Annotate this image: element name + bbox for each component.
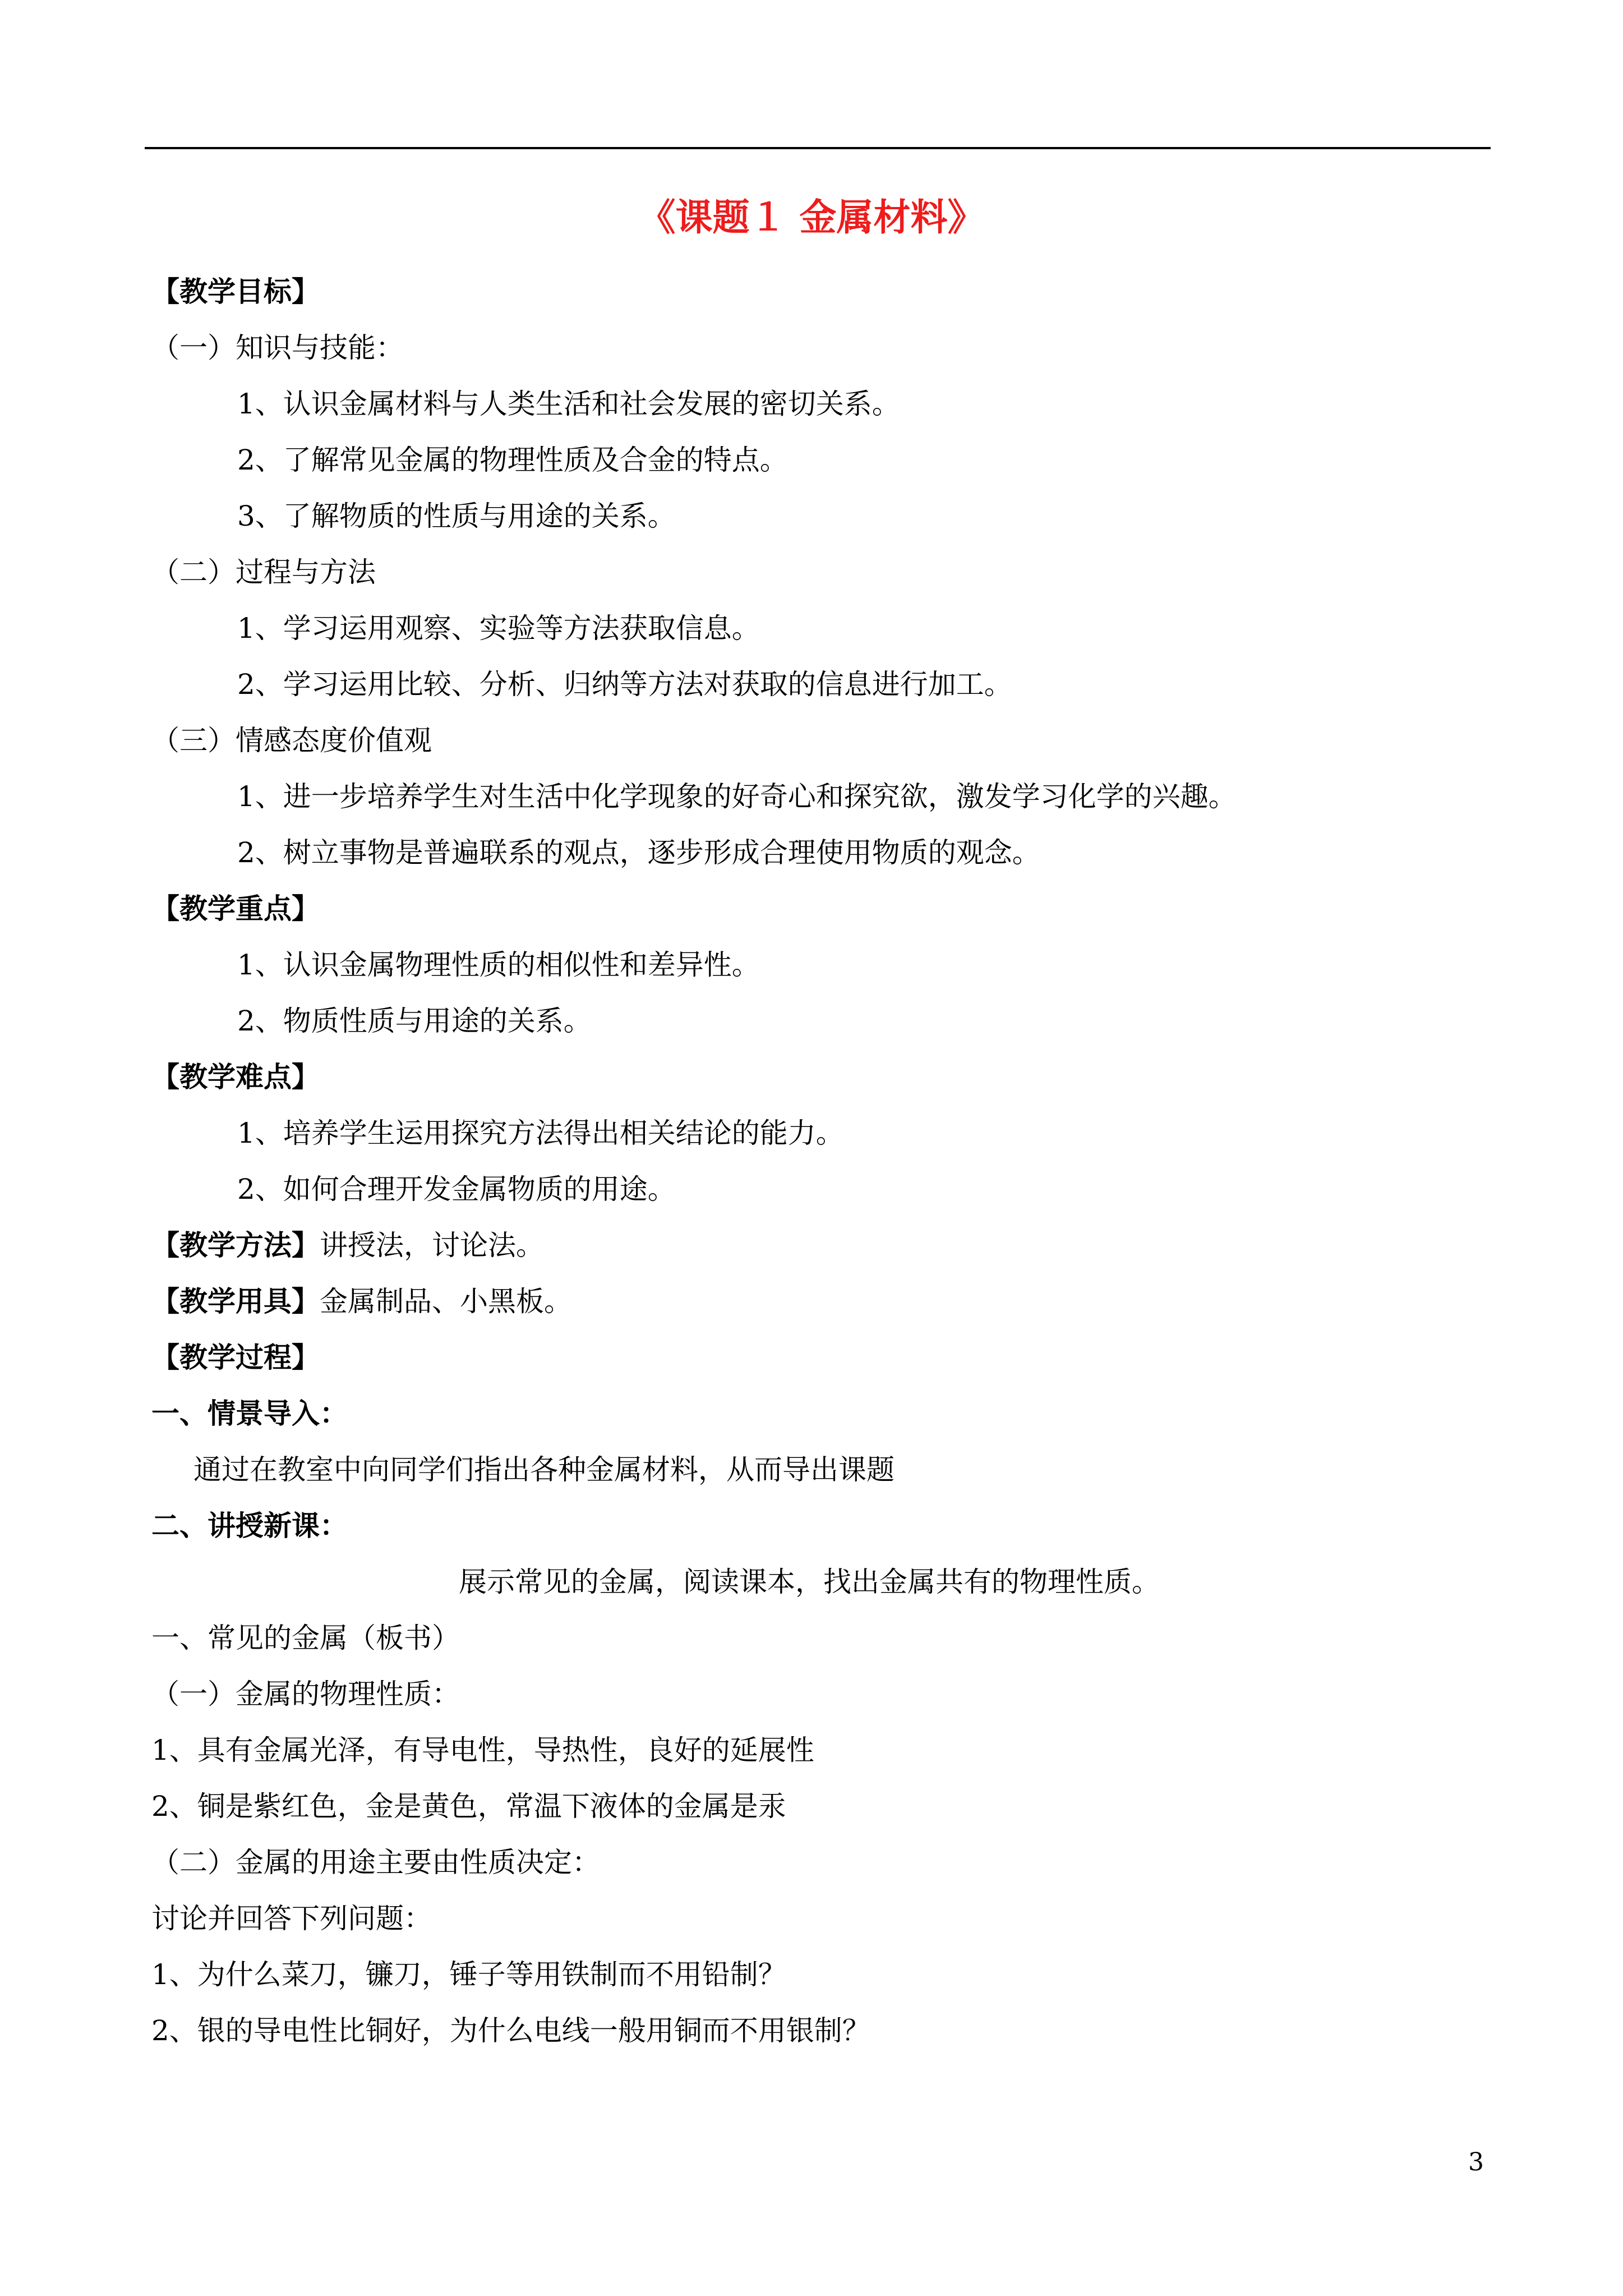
difficult-point-item: 1、培养学生运用探究方法得出相关结论的能力。 <box>237 1117 844 1149</box>
tools-line <box>151 1282 572 1321</box>
tools-label: 【教学用具】 <box>151 1285 320 1318</box>
discussion-question: 2、银的导电性比铜好，为什么电线一般用铜而不用银制？ <box>151 2014 870 2047</box>
attitude-item: 1、进一步培养学生对生活中化学现象的好奇心和探究欲，激发学习化学的兴趣。 <box>237 780 1237 813</box>
page-number: 3 <box>1468 2148 1484 2177</box>
process-item: 2、学习运用比较、分析、归纳等方法对获取的信息进行加工。 <box>237 668 1012 701</box>
lecture-heading: 二、讲授新课： <box>151 1510 348 1542</box>
difficult-points-heading: 【教学难点】 <box>151 1061 320 1093</box>
lecture-lead: 展示常见的金属，阅读课本，找出金属共有的物理性质。 <box>459 1566 1160 1598</box>
knowledge-item: 2、了解常见金属的物理性质及合金的特点。 <box>237 444 788 476</box>
intro-heading: 一、情景导入： <box>151 1397 348 1430</box>
uses-heading: （二）金属的用途主要由性质决定： <box>151 1846 600 1879</box>
methods-value: 讲授法，讨论法。 <box>320 1229 544 1262</box>
physical-properties-heading: （一）金属的物理性质： <box>151 1678 460 1710</box>
process-heading: （二）过程与方法 <box>151 556 376 588</box>
key-point-item: 1、认识金属物理性质的相似性和差异性。 <box>237 949 760 981</box>
physical-property-item: 1、具有金属光泽，有导电性，导热性，良好的延展性 <box>151 1734 814 1766</box>
document-title: 《课题１ 金属材料》 <box>638 196 985 239</box>
attitude-item: 2、树立事物是普遍联系的观点，逐步形成合理使用物质的观念。 <box>237 836 1040 869</box>
methods-label: 【教学方法】 <box>151 1229 320 1262</box>
physical-property-item: 2、铜是紫红色，金是黄色，常温下液体的金属是汞 <box>151 1790 786 1823</box>
discussion-question: 1、为什么菜刀，镰刀，锤子等用铁制而不用铅制？ <box>151 1958 786 1991</box>
tools-value: 金属制品、小黑板。 <box>320 1285 572 1318</box>
knowledge-item: 1、认识金属材料与人类生活和社会发展的密切关系。 <box>237 388 900 420</box>
difficult-point-item: 2、如何合理开发金属物质的用途。 <box>237 1173 676 1205</box>
objectives-heading: 【教学目标】 <box>151 275 320 308</box>
methods-line <box>151 1226 544 1265</box>
header-rule <box>145 147 1491 149</box>
attitude-heading: （三）情感态度价值观 <box>151 724 432 757</box>
knowledge-heading: （一）知识与技能： <box>151 332 404 364</box>
intro-text: 通过在教室中向同学们指出各种金属材料，从而导出课题 <box>193 1453 895 1486</box>
section-title: 一、常见的金属（板书） <box>151 1622 460 1654</box>
process-item: 1、学习运用观察、实验等方法获取信息。 <box>237 612 760 645</box>
process-steps-heading: 【教学过程】 <box>151 1341 320 1374</box>
key-point-item: 2、物质性质与用途的关系。 <box>237 1005 592 1037</box>
knowledge-item: 3、了解物质的性质与用途的关系。 <box>237 500 676 532</box>
discussion-heading: 讨论并回答下列问题： <box>151 1902 432 1935</box>
key-points-heading: 【教学重点】 <box>151 892 320 925</box>
